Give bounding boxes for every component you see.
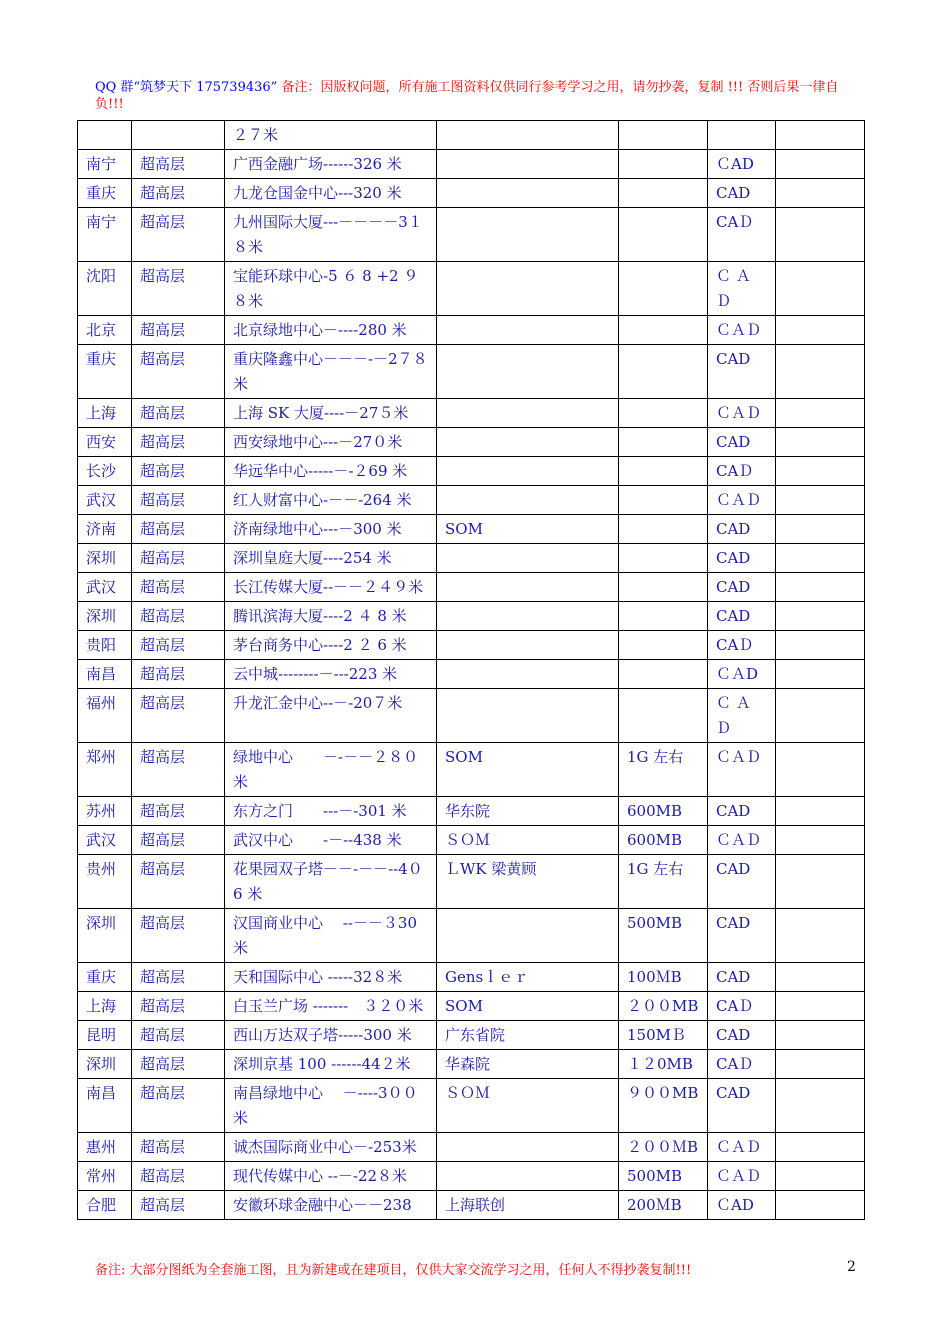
table-row: [78, 316, 865, 345]
table-row: [78, 544, 865, 573]
file-size-cell: [619, 150, 708, 179]
type-cell: [132, 121, 225, 150]
project-name-cell: 红人财富中心-－－-264 米: [225, 486, 437, 515]
file-size-cell: [619, 573, 708, 602]
table-row: [78, 1133, 865, 1162]
designer-cell: 华东院: [437, 797, 619, 826]
file-size-cell: [619, 428, 708, 457]
table-row: [78, 992, 865, 1021]
table-row: [78, 486, 865, 515]
city-cell: 苏州: [78, 797, 132, 826]
city-cell: 武汉: [78, 486, 132, 515]
extra-cell: [776, 316, 865, 345]
page-number: 2: [847, 1259, 856, 1275]
format-cell: CAＤ: [708, 631, 776, 660]
project-table-body: [78, 121, 865, 1220]
extra-cell: [776, 1021, 865, 1050]
format-cell: CAD: [708, 797, 776, 826]
project-name-cell: 上海 SK 大厦----－27５米: [225, 399, 437, 428]
type-cell: 超高层: [132, 797, 225, 826]
table-row: [78, 573, 865, 602]
type-cell: 超高层: [132, 743, 225, 797]
city-cell: 福州: [78, 689, 132, 743]
table-row: [78, 909, 865, 963]
file-size-cell: [619, 121, 708, 150]
designer-cell: [437, 1133, 619, 1162]
file-size-cell: 150MＢ: [619, 1021, 708, 1050]
extra-cell: [776, 855, 865, 909]
format-cell: ＣAD: [708, 1191, 776, 1220]
extra-cell: [776, 992, 865, 1021]
table-row: [78, 1079, 865, 1133]
project-name-cell: 云中城--------－---223 米: [225, 660, 437, 689]
city-cell: 南宁: [78, 208, 132, 262]
extra-cell: [776, 573, 865, 602]
designer-cell: 上海联创: [437, 1191, 619, 1220]
extra-cell: [776, 826, 865, 855]
type-cell: 超高层: [132, 1050, 225, 1079]
type-cell: 超高层: [132, 855, 225, 909]
type-cell: 超高层: [132, 544, 225, 573]
file-size-cell: [619, 399, 708, 428]
extra-cell: [776, 345, 865, 399]
extra-cell: [776, 544, 865, 573]
city-cell: 重庆: [78, 963, 132, 992]
file-size-cell: 500MB: [619, 1162, 708, 1191]
designer-cell: 华森院: [437, 1050, 619, 1079]
project-name-cell: 茅台商务中心----2 ２ 6 米: [225, 631, 437, 660]
type-cell: 超高层: [132, 1162, 225, 1191]
header-copyright-note: 备注：因版权问题，所有施工图资料仅供同行参考学习之用，请勿抄袭，复制 !!! 否则后果一律自负!!!: [95, 80, 839, 112]
file-size-cell: [619, 515, 708, 544]
type-cell: 超高层: [132, 631, 225, 660]
type-cell: 超高层: [132, 208, 225, 262]
file-size-cell: １２0MB: [619, 1050, 708, 1079]
format-cell: CAＤ: [708, 1050, 776, 1079]
extra-cell: [776, 1050, 865, 1079]
table-row: [78, 689, 865, 743]
file-size-cell: [619, 179, 708, 208]
extra-cell: [776, 486, 865, 515]
file-size-cell: [619, 631, 708, 660]
table-row: [78, 399, 865, 428]
project-name-cell: 诚杰国际商业中心－-253米: [225, 1133, 437, 1162]
project-name-cell: 九龙仓国金中心---320 米: [225, 179, 437, 208]
designer-cell: [437, 428, 619, 457]
project-table: [77, 120, 865, 1220]
extra-cell: [776, 743, 865, 797]
type-cell: 超高层: [132, 1021, 225, 1050]
page-header: [95, 79, 865, 113]
format-cell: ＣＡＤ: [708, 1162, 776, 1191]
designer-cell: ＳＯＭ: [437, 1079, 619, 1133]
format-cell: CAD: [708, 909, 776, 963]
file-size-cell: 600MB: [619, 826, 708, 855]
city-cell: 重庆: [78, 179, 132, 208]
city-cell: 重庆: [78, 345, 132, 399]
format-cell: CAD: [708, 963, 776, 992]
project-name-cell: 升龙汇金中心--－-20７米: [225, 689, 437, 743]
designer-cell: Gensｌｅｒ: [437, 963, 619, 992]
extra-cell: [776, 1191, 865, 1220]
city-cell: 常州: [78, 1162, 132, 1191]
format-cell: CAD: [708, 428, 776, 457]
city-cell: 南昌: [78, 660, 132, 689]
file-size-cell: [619, 457, 708, 486]
table-row: [78, 826, 865, 855]
type-cell: 超高层: [132, 428, 225, 457]
project-name-cell: 武汉中心 -－--438 米: [225, 826, 437, 855]
file-size-cell: [619, 544, 708, 573]
project-name-cell: 安徽环球金融中心－－238: [225, 1191, 437, 1220]
designer-cell: [437, 1162, 619, 1191]
type-cell: 超高层: [132, 179, 225, 208]
city-cell: 贵州: [78, 855, 132, 909]
city-cell: 贵阳: [78, 631, 132, 660]
format-cell: CAD: [708, 179, 776, 208]
file-size-cell: 500MB: [619, 909, 708, 963]
project-name-cell: 宝能环球中心-5 ６ 8 +2 ９８米: [225, 262, 437, 316]
city-cell: [78, 121, 132, 150]
designer-cell: [437, 573, 619, 602]
extra-cell: [776, 457, 865, 486]
extra-cell: [776, 1079, 865, 1133]
type-cell: 超高层: [132, 992, 225, 1021]
city-cell: 上海: [78, 399, 132, 428]
file-size-cell: ２００MB: [619, 992, 708, 1021]
format-cell: ＣAD: [708, 150, 776, 179]
format-cell: ＣＡＤ: [708, 399, 776, 428]
extra-cell: [776, 121, 865, 150]
table-row: [78, 631, 865, 660]
table-row: [78, 1050, 865, 1079]
extra-cell: [776, 963, 865, 992]
table-row: [78, 602, 865, 631]
designer-cell: [437, 544, 619, 573]
format-cell: CAD: [708, 1079, 776, 1133]
table-row: [78, 855, 865, 909]
type-cell: 超高层: [132, 689, 225, 743]
project-name-cell: 九州国际大厦---－－－－3１８米: [225, 208, 437, 262]
project-name-cell: 西安绿地中心---－27０米: [225, 428, 437, 457]
table-row: [78, 1162, 865, 1191]
table-row: [78, 1021, 865, 1050]
city-cell: 惠州: [78, 1133, 132, 1162]
format-cell: ＣＡＤ: [708, 486, 776, 515]
extra-cell: [776, 208, 865, 262]
format-cell: CAD: [708, 1021, 776, 1050]
extra-cell: [776, 262, 865, 316]
extra-cell: [776, 428, 865, 457]
designer-cell: SOM: [437, 992, 619, 1021]
city-cell: 深圳: [78, 909, 132, 963]
header-qq-group: QQ 群“筑梦天下 175739436”: [95, 80, 278, 95]
table-row: [78, 457, 865, 486]
type-cell: 超高层: [132, 316, 225, 345]
extra-cell: [776, 1133, 865, 1162]
table-row: [78, 1191, 865, 1220]
project-name-cell: 深圳皇庭大厦----254 米: [225, 544, 437, 573]
project-name-cell: 东方之门 ---－-301 米: [225, 797, 437, 826]
project-name-cell: 济南绿地中心---－300 米: [225, 515, 437, 544]
designer-cell: 广东省院: [437, 1021, 619, 1050]
designer-cell: [437, 689, 619, 743]
format-cell: ＣＡＤ: [708, 1133, 776, 1162]
table-row: [78, 121, 865, 150]
city-cell: 北京: [78, 316, 132, 345]
extra-cell: [776, 399, 865, 428]
format-cell: CAD: [708, 855, 776, 909]
file-size-cell: [619, 208, 708, 262]
extra-cell: [776, 909, 865, 963]
city-cell: 深圳: [78, 544, 132, 573]
type-cell: 超高层: [132, 345, 225, 399]
project-name-cell: 白玉兰广场 ------- ３２０米: [225, 992, 437, 1021]
project-name-cell: 深圳京基 100 ------44２米: [225, 1050, 437, 1079]
city-cell: 深圳: [78, 1050, 132, 1079]
type-cell: 超高层: [132, 826, 225, 855]
city-cell: 深圳: [78, 602, 132, 631]
city-cell: 合肥: [78, 1191, 132, 1220]
format-cell: CAD: [708, 602, 776, 631]
format-cell: ＣＡＤ: [708, 826, 776, 855]
designer-cell: [437, 179, 619, 208]
file-size-cell: [619, 660, 708, 689]
city-cell: 长沙: [78, 457, 132, 486]
designer-cell: ＬWK 梁黄顾: [437, 855, 619, 909]
format-cell: CAＤ: [708, 457, 776, 486]
format-cell: ＣＡD: [708, 660, 776, 689]
type-cell: 超高层: [132, 515, 225, 544]
format-cell: CAＤ: [708, 208, 776, 262]
format-cell: [708, 121, 776, 150]
project-name-cell: 北京绿地中心－----280 米: [225, 316, 437, 345]
extra-cell: [776, 660, 865, 689]
designer-cell: ＳＯＭ: [437, 826, 619, 855]
extra-cell: [776, 689, 865, 743]
designer-cell: [437, 602, 619, 631]
file-size-cell: [619, 316, 708, 345]
table-row: [78, 179, 865, 208]
extra-cell: [776, 179, 865, 208]
designer-cell: [437, 121, 619, 150]
format-cell: Ｃ Ａ Ｄ: [708, 689, 776, 743]
table-row: [78, 262, 865, 316]
type-cell: 超高层: [132, 1133, 225, 1162]
format-cell: CAD: [708, 515, 776, 544]
city-cell: 郑州: [78, 743, 132, 797]
extra-cell: [776, 150, 865, 179]
table-row: [78, 515, 865, 544]
project-name-cell: 天和国际中心 -----32８米: [225, 963, 437, 992]
type-cell: 超高层: [132, 660, 225, 689]
designer-cell: SOM: [437, 515, 619, 544]
designer-cell: [437, 208, 619, 262]
project-name-cell: 长江传媒大厦--－－２４９米: [225, 573, 437, 602]
city-cell: 上海: [78, 992, 132, 1021]
project-name-cell: 绿地中心 －-－－２８０米: [225, 743, 437, 797]
project-name-cell: 汉国商业中心 --－－３30 米: [225, 909, 437, 963]
format-cell: CAD: [708, 544, 776, 573]
file-size-cell: [619, 602, 708, 631]
type-cell: 超高层: [132, 1079, 225, 1133]
city-cell: 南宁: [78, 150, 132, 179]
type-cell: 超高层: [132, 262, 225, 316]
designer-cell: [437, 660, 619, 689]
table-row: [78, 150, 865, 179]
table-row: [78, 428, 865, 457]
project-name-cell: 南昌绿地中心 －----3００米: [225, 1079, 437, 1133]
designer-cell: [437, 457, 619, 486]
extra-cell: [776, 1162, 865, 1191]
type-cell: 超高层: [132, 1191, 225, 1220]
designer-cell: [437, 486, 619, 515]
format-cell: ＣＡＤ: [708, 743, 776, 797]
project-name-cell: 腾讯滨海大厦----2 ４ 8 米: [225, 602, 437, 631]
format-cell: CAD: [708, 573, 776, 602]
project-name-cell: 华远华中心-----－-２69 米: [225, 457, 437, 486]
file-size-cell: 600MB: [619, 797, 708, 826]
designer-cell: SOM: [437, 743, 619, 797]
designer-cell: [437, 399, 619, 428]
file-size-cell: [619, 486, 708, 515]
designer-cell: [437, 150, 619, 179]
file-size-cell: ９００MB: [619, 1079, 708, 1133]
file-size-cell: [619, 262, 708, 316]
type-cell: 超高层: [132, 909, 225, 963]
city-cell: 西安: [78, 428, 132, 457]
table-row: [78, 660, 865, 689]
designer-cell: [437, 316, 619, 345]
table-row: [78, 208, 865, 262]
table-row: [78, 743, 865, 797]
footer-note: 备注: 大部分图纸为全套施工图，且为新建或在建项目，仅供大家交流学习之用，任何人不得抄袭复制!!!: [95, 1263, 692, 1278]
city-cell: 武汉: [78, 573, 132, 602]
type-cell: 超高层: [132, 457, 225, 486]
project-name-cell: 现代传媒中心 --－-22８米: [225, 1162, 437, 1191]
city-cell: 南昌: [78, 1079, 132, 1133]
file-size-cell: [619, 345, 708, 399]
type-cell: 超高层: [132, 963, 225, 992]
table-row: [78, 963, 865, 992]
designer-cell: [437, 631, 619, 660]
type-cell: 超高层: [132, 150, 225, 179]
extra-cell: [776, 631, 865, 660]
file-size-cell: 1G 左右: [619, 855, 708, 909]
city-cell: 昆明: [78, 1021, 132, 1050]
project-name-cell: 重庆隆鑫中心－－－-－2７８米: [225, 345, 437, 399]
extra-cell: [776, 797, 865, 826]
extra-cell: [776, 515, 865, 544]
designer-cell: [437, 345, 619, 399]
designer-cell: [437, 909, 619, 963]
designer-cell: [437, 262, 619, 316]
city-cell: 沈阳: [78, 262, 132, 316]
project-name-cell: 花果园双子塔－－-－－--4０6 米: [225, 855, 437, 909]
extra-cell: [776, 602, 865, 631]
city-cell: 武汉: [78, 826, 132, 855]
format-cell: ＣＡＤ: [708, 316, 776, 345]
type-cell: 超高层: [132, 486, 225, 515]
project-name-cell: ２７米: [225, 121, 437, 150]
file-size-cell: 100ＭB: [619, 963, 708, 992]
type-cell: 超高层: [132, 573, 225, 602]
file-size-cell: 1G 左右: [619, 743, 708, 797]
project-name-cell: 广西金融广场------326 米: [225, 150, 437, 179]
format-cell: CAＤ: [708, 992, 776, 1021]
format-cell: Ｃ Ａ Ｄ: [708, 262, 776, 316]
file-size-cell: 200ＭB: [619, 1191, 708, 1220]
type-cell: 超高层: [132, 602, 225, 631]
project-name-cell: 西山万达双子塔-----300 米: [225, 1021, 437, 1050]
city-cell: 济南: [78, 515, 132, 544]
type-cell: 超高层: [132, 399, 225, 428]
file-size-cell: [619, 689, 708, 743]
file-size-cell: ２００ＭB: [619, 1133, 708, 1162]
table-row: [78, 797, 865, 826]
format-cell: CAD: [708, 345, 776, 399]
table-row: [78, 345, 865, 399]
